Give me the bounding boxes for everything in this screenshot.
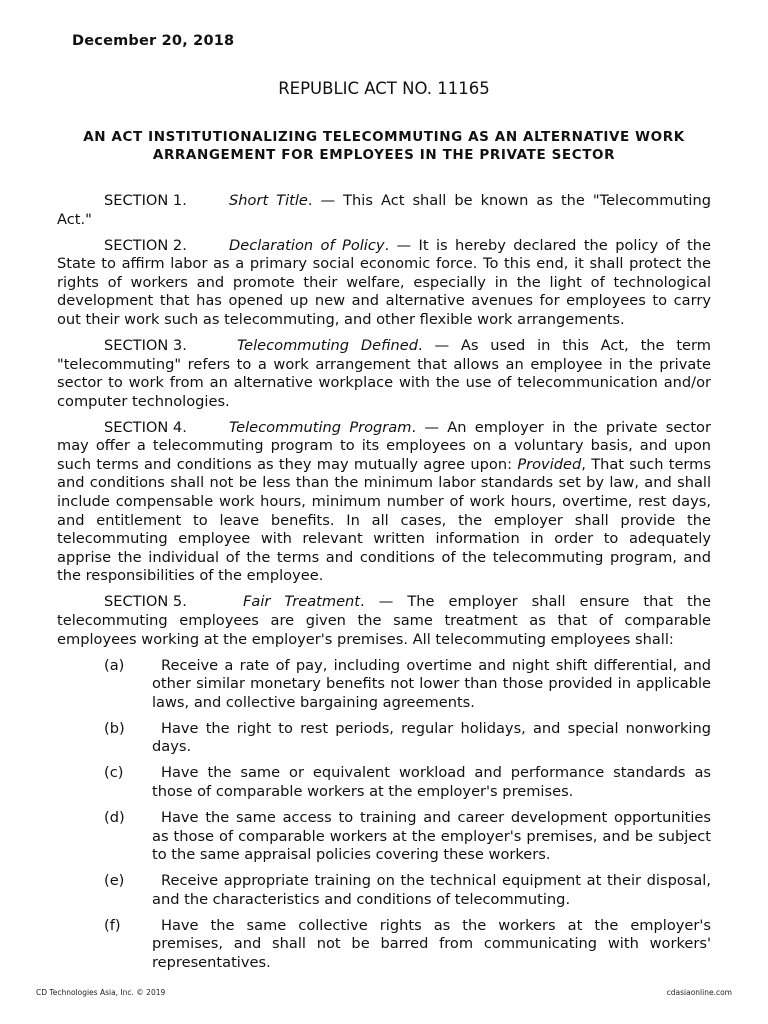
list-item-label: (f) [104, 916, 121, 934]
list-item-text: Have the same collective rights as the workers at the employer's premises, and shall not be barred from communicating with workers' representatives. [152, 916, 711, 971]
section-4 [57, 419, 711, 586]
section-label: SECTION 3. [104, 336, 187, 354]
list-item-text: Have the right to rest periods, regular holidays, and special nonworking days. [152, 719, 711, 756]
section-text: . — This Act shall be known as the "Telecommuting Act." [57, 192, 711, 228]
section-3 [57, 337, 711, 411]
section-label: SECTION 2. [104, 236, 187, 254]
section-heading: Declaration of Policy [229, 236, 385, 254]
list-item-label: (b) [104, 719, 125, 737]
act-body [57, 192, 711, 980]
section-label: SECTION 4. [104, 418, 187, 436]
proviso: Provided [517, 455, 582, 473]
list-item-text: Receive a rate of pay, including overtime and night shift differential, and other similar monetary benefits not lower than those provided in applicable laws, and collective bargaining agreements. [152, 656, 711, 711]
list-item-label: (c) [104, 764, 124, 782]
list-item-c [57, 764, 711, 801]
list-item-label: (d) [104, 808, 125, 826]
section-text: . — As used in this Act, the term "telecommuting" refers to a work arrangement that allows an employee in the private sector to work from an alternative workplace with the use of telecommunication and/or computer technologies. [57, 336, 711, 410]
list-item-text: Have the same access to training and career development opportunities as those of comparable workers at the employer's premises, and be subject to the same appraisal policies covering these workers. [152, 808, 711, 864]
section-text: . — An employer in the private sector may offer a telecommuting program to its employees on a voluntary basis, and upon such terms and conditions as they may mutually agree upon: [57, 418, 711, 473]
list-item-label: (a) [104, 656, 125, 674]
act-number: REPUBLIC ACT NO. 11165 [278, 79, 490, 98]
footer-copyright: CD Technologies Asia, Inc. © 2019 [36, 988, 166, 997]
section-heading: Telecommuting Defined [237, 336, 418, 354]
list-item-e [57, 872, 711, 909]
section-text: . — It is hereby declared the policy of the State to affirm labor as a primary social economic force. To this end, it shall protect the rights of workers and promote their welfare, especially in the light of technological development that has opened up new and alternative avenues for employees to carry out their work such as telecommuting, and other flexible work arrangements. [57, 236, 711, 328]
section-heading: Telecommuting Program [229, 418, 412, 436]
list-item-b [57, 720, 711, 757]
section-label: SECTION 1. [104, 192, 187, 209]
act-title: AN ACT INSTITUTIONALIZING TELECOMMUTING AS AN ALTERNATIVE WORK ARRANGEMENT FOR EMPLOYEES IN THE PRIVATE SECTOR [83, 129, 685, 163]
list-item-d [57, 809, 711, 865]
list-item-label: (e) [104, 872, 125, 890]
list-item-text: Have the same or equivalent workload and performance standards as those of comparable workers at the employer's premises. [152, 764, 711, 800]
list-item-text: Receive appropriate training on the technical equipment at their disposal, and the characteristics and conditions of telecommuting. [152, 872, 711, 908]
document-date: December 20, 2018 [72, 33, 235, 49]
section-heading: Short Title [229, 192, 308, 209]
list-item-f [57, 917, 711, 973]
section-2 [57, 237, 711, 330]
section-text-continued: , That such terms and conditions shall not be less than the minimum labor standards set by law, and shall include compensable work hours, minimum number of work hours, overtime, rest days, and entitlement to leave benefits. In all cases, the employer shall provide the telecommuting employee with relevant written information in order to adequately apprise the individual of the terms and conditions of the telecommuting program, and the responsibilities of the employee. [57, 455, 711, 585]
list-item-a [57, 657, 711, 713]
section-text: . — The employer shall ensure that the telecommuting employees are given the same treatment as that of comparable employees working at the employer's premises. All telecommuting employees shall: [57, 593, 711, 648]
footer-site-link[interactable]: cdasiaonline.com [666, 988, 732, 997]
section-label: SECTION 5. [104, 593, 187, 611]
section-1 [57, 192, 711, 229]
section-heading: Fair Treatment [243, 593, 361, 611]
section-5 [57, 593, 711, 649]
